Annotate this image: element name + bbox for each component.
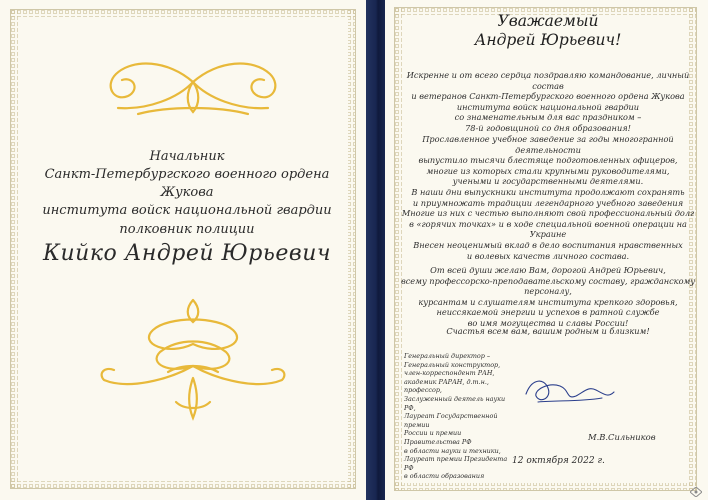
- signatory-line: Лауреат премии Президента РФ: [404, 455, 508, 472]
- signatory-line: Заслуженный деятель науки РФ,: [404, 394, 506, 412]
- text-line: и ветеранов Санкт-Петербургского военного ордена Жукова: [411, 91, 685, 102]
- text-line: курсантам и слушателям института крепкого здоровья,: [418, 296, 678, 307]
- text-line: Искренне и от всего сердца поздравляю командование, личный состав: [406, 70, 690, 91]
- signatory-line: Генеральный директор –: [404, 352, 491, 360]
- letter-date: 12 октября 2022 г.: [512, 456, 605, 466]
- paragraph-history: [400, 134, 696, 187]
- text-line: От всей души желаю Вам, дорогой Андрей Юрьевич,: [430, 265, 666, 275]
- text-line: института войск национальной гвардии: [456, 101, 640, 112]
- signatory-line: в области науки и техники,: [404, 446, 501, 455]
- signatory-line: член-корреспондент РАН,: [404, 369, 495, 378]
- text-line: 78-й годовщиной со дня образования!: [465, 122, 631, 133]
- paragraph-graduates: [400, 187, 696, 261]
- salutation-line: Уважаемый: [497, 12, 599, 30]
- signatory-line: в области образования: [404, 472, 485, 481]
- text-line: Внесен неоценимый вклад в дело воспитания нравственных: [413, 239, 683, 250]
- text-line: со знаменательным для вас праздником –: [454, 112, 642, 123]
- salutation: [400, 12, 696, 50]
- title-line: Санкт-Петербургского военного ордена Жукова: [44, 167, 330, 200]
- recipient-title: [26, 148, 348, 220]
- text-line: Прославленное учебное заведение за годы многогранной деятельности: [422, 134, 674, 155]
- signatory-line: России и премии Правительства РФ: [404, 429, 472, 446]
- text-line: во имя могущества и славы России!: [467, 317, 629, 328]
- text-line: и приумножать традиции легендарного учебного заведения: [412, 197, 684, 208]
- salutation-line: Андрей Юрьевич!: [474, 31, 622, 49]
- recipient-name: Кийко Андрей Юрьевич: [42, 241, 332, 266]
- text-line: всему профессорско-преподавательскому составу, гражданскому персоналу,: [400, 275, 696, 297]
- signatory-titles: [404, 352, 514, 481]
- title-line: Начальник: [149, 149, 225, 164]
- text-line: и волевых качеств личного состава.: [466, 250, 630, 261]
- text-line: Многие из них с честью выполняют свой профессиональный долг: [401, 208, 695, 219]
- corner-emblem-icon: [690, 487, 702, 497]
- closing-wish: Счастья всем вам, вашим родным и близким!: [446, 326, 650, 336]
- top-gold-ornament: [98, 52, 288, 130]
- text-line: многие из которых стали крупными руководителями,: [426, 165, 670, 176]
- signatory-line: Лауреат Государственной премии: [404, 412, 498, 429]
- paragraph-wishes: [400, 265, 696, 329]
- signatory-line: Генеральный конструктор,: [404, 360, 501, 369]
- text-line: выпустило тысячи блестяще подготовленных офицеров,: [418, 155, 678, 166]
- bottom-gold-ornament: [98, 294, 288, 424]
- paragraph-congratulations: [400, 70, 696, 134]
- signatory-line: академик РАРАН, д.т.н., профессор,: [404, 377, 489, 395]
- recipient-rank: полковник полиции: [119, 222, 255, 237]
- signer-name: М.В.Сильников: [588, 432, 656, 442]
- text-line: неиссякаемой энергии и успехов в ратной службе: [436, 307, 660, 318]
- handwritten-signature: [518, 372, 618, 412]
- text-line: в «горячих точках» и в ходе специальной военной операции на Украине: [409, 218, 687, 240]
- text-line: В наши дни выпускники института продолжают сохранять: [411, 187, 685, 197]
- title-line: института войск национальной гвардии: [42, 203, 332, 218]
- text-line: учеными и государственными деятелями.: [452, 176, 644, 187]
